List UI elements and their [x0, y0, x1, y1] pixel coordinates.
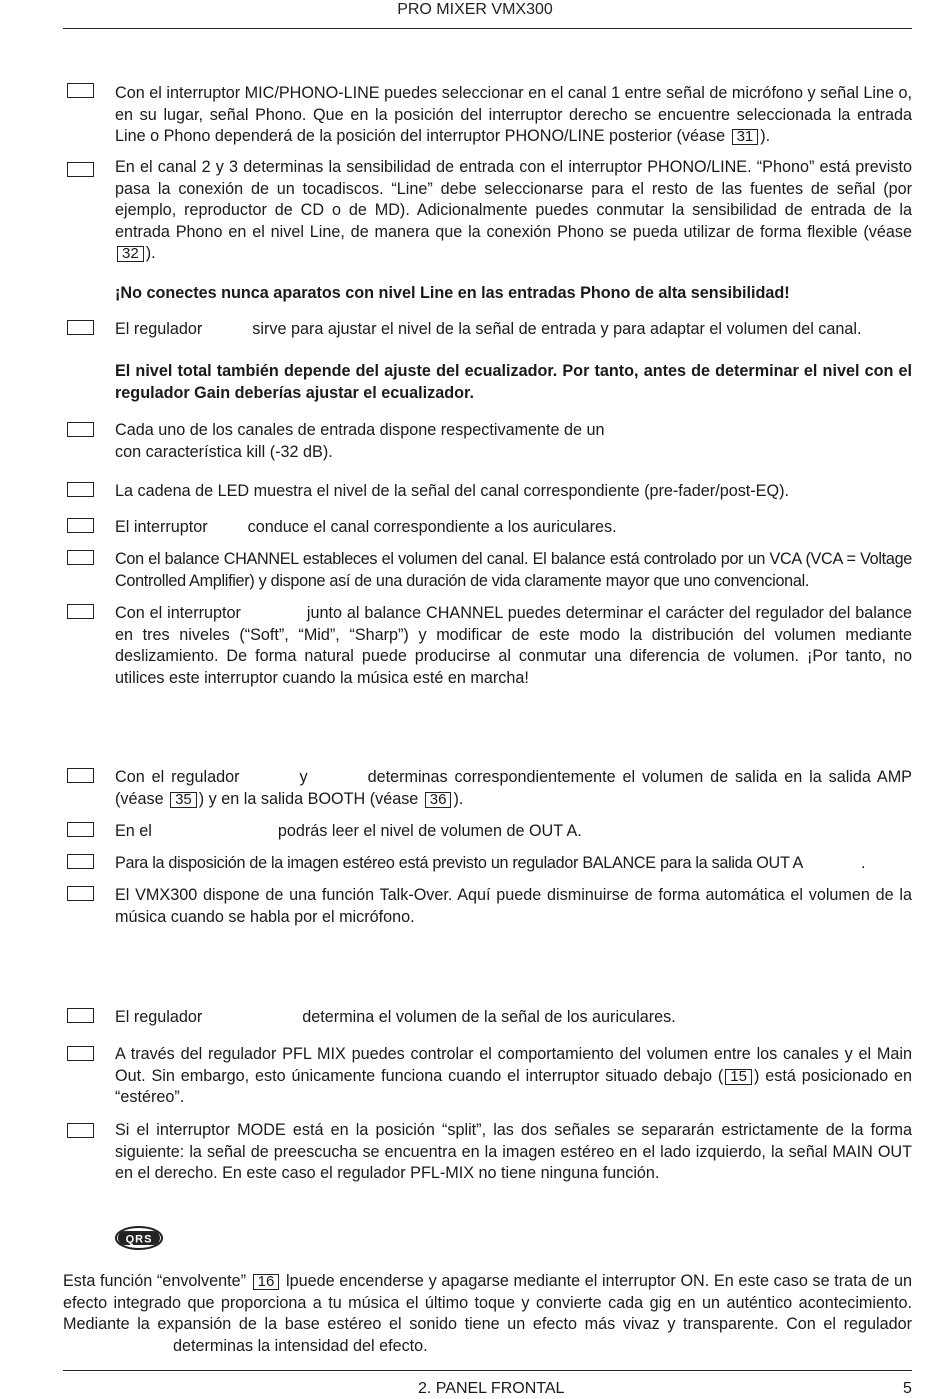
text: ) está posicionado en “estéreo”. — [115, 1066, 912, 1107]
text: A través del regulador PFL MIX puedes controlar el comportamiento del volumen entre los canales y el Main Out. Sin embargo, esto únicamente funciona cuando el interruptor situado debajo ( — [115, 1045, 912, 1085]
callout-box — [67, 83, 94, 98]
text: ) y en la salida BOOTH (véase — [198, 789, 419, 808]
reference-number: 36 — [425, 792, 452, 808]
footer-rule — [63, 1370, 912, 1371]
text: ). — [453, 789, 464, 808]
header-rule — [63, 28, 912, 29]
callout-box — [67, 482, 94, 497]
callout-box — [67, 550, 94, 565]
reference-number: 32 — [117, 246, 144, 262]
text: junto al balance CHANNEL puedes determinar el carácter del regulador del balance en tres niveles (“Soft”, “Mid”, “Sharp”) y modificar de este modo la distribución del volumen mediante deslizamiento. De forma natural puede producirse al conmutar una diferencia de volumen. ¡Por tanto, no utilices este interruptor cuando la música esté en marcha! — [115, 604, 912, 687]
text: con característica kill (-32 dB). — [115, 442, 333, 461]
text: ). — [145, 244, 156, 263]
callout-box — [67, 604, 94, 619]
callout-box — [67, 822, 94, 837]
paragraph: Con el balance CHANNEL estableces el volumen del canal. El balance está controlado por un VCA (VCA = Voltage Controlled Amplifier) y dispone así de una duración de vida claramente mayor que uno convencional. — [115, 550, 912, 590]
text: En el — [115, 822, 152, 840]
text: determina el volumen de la señal de los auriculares. — [302, 1008, 676, 1026]
text: podrás leer el nivel de volumen de OUT A. — [277, 822, 582, 840]
page-header: PRO MIXER VMX300 — [397, 1, 553, 18]
paragraph — [115, 821, 912, 843]
text: . — [861, 854, 866, 872]
paragraph — [115, 420, 912, 463]
callout-box — [67, 422, 94, 437]
paragraph — [115, 83, 912, 148]
callout-box — [67, 886, 94, 901]
text: Para la disposición de la imagen estéreo está previsto un regulador BALANCE para la salida OUT A — [115, 854, 804, 872]
paragraph — [115, 1007, 912, 1029]
text: sirve para ajustar el nivel de la señal de entrada y para adaptar el volumen del canal. — [252, 320, 862, 338]
paragraph — [115, 853, 912, 875]
text: El regulador — [115, 320, 203, 338]
text: conduce el canal correspondiente a los auriculares. — [247, 518, 617, 536]
text: y — [299, 768, 308, 786]
paragraph: Si el interruptor MODE está en la posición “split”, las dos señales se separarán estrictamente de la forma siguiente: la señal de preescucha se encuentra en la imagen estéreo en el lado izquierdo, la señal MAIN OUT en el derecho. En este caso el regulador PFL-MIX no tiene ninguna función. — [115, 1121, 912, 1183]
footer-section: 2. PANEL FRONTAL — [418, 1380, 565, 1397]
paragraph — [115, 603, 912, 689]
callout-box — [67, 1123, 94, 1138]
page-number: 5 — [903, 1380, 912, 1397]
callout-box — [67, 320, 94, 335]
text: Cada uno de los canales de entrada dispone respectivamente de un — [115, 421, 605, 439]
paragraph — [115, 767, 912, 810]
warning-text: El nivel total también depende del ajuste del ecualizador. Por tanto, antes de determinar el nivel con el regulador Gain deberías ajustar el ecualizador. — [115, 362, 912, 402]
reference-number: 35 — [170, 792, 197, 808]
callout-box — [67, 1008, 94, 1023]
logo-text: QRS — [125, 1233, 153, 1246]
text: Con el interruptor MIC/PHONO-LINE puedes seleccionar en el canal 1 entre señal de micrófono y señal Line o, en su lugar, señal Phono. Que en la posición del interruptor derecho se encuentre seleccionada la entrada Line o Phono dependerá de la posición del interruptor PHONO/LINE posterior (véase — [115, 84, 912, 146]
paragraph — [115, 157, 912, 265]
qrs-logo-icon — [114, 1225, 164, 1251]
text: determinas correspondientemente el volumen de salida en la salida AMP (véase — [115, 768, 912, 808]
text: ). — [760, 127, 771, 146]
text: En el canal 2 y 3 determinas la sensibilidad de entrada con el interruptor PHONO/LINE. “Phono” está previsto pasa la conexión de un tocadiscos. “Line” debe seleccionarse para el resto de las fuentes de señal (por ejemplo, reproductor de CD o de MD). Adicionalmente puedes conmutar la sensibilidad de entrada de la entrada Phono en el nivel Line, de manera que la conexión Phono se pueda utilizar de forma flexible (véase — [115, 158, 912, 241]
text: determinas la intensidad del efecto. — [173, 1336, 428, 1355]
text: El regulador — [115, 1008, 203, 1026]
reference-number: 15 — [725, 1069, 752, 1085]
reference-number: 31 — [732, 129, 759, 145]
paragraph — [115, 1044, 912, 1109]
warning-text: ¡No conectes nunca aparatos con nivel Line en las entradas Phono de alta sensibilidad! — [115, 284, 790, 302]
paragraph: El VMX300 dispone de una función Talk-Over. Aquí puede disminuirse de forma automática el volumen de la música cuando se habla por el micrófono. — [115, 886, 912, 926]
text: Con el regulador — [115, 768, 240, 786]
callout-box — [67, 162, 94, 177]
reference-number: 16 — [253, 1274, 280, 1290]
callout-box — [67, 518, 94, 533]
paragraph — [63, 1271, 912, 1357]
text: Esta función “envolvente” — [63, 1272, 246, 1290]
callout-box — [67, 854, 94, 869]
text: El interruptor — [115, 518, 208, 536]
callout-box — [67, 768, 94, 783]
text: lpuede encenderse y apagarse mediante el interruptor ON. En este caso se trata de un efecto integrado que proporciona a tu música el último toque y convierte cada gig en un auténtico acontecimiento. Mediante la expansión de la base estéreo el sonido tiene un efecto más vivaz y transparente. Con el regulador — [63, 1272, 912, 1334]
paragraph — [115, 517, 912, 539]
paragraph — [115, 319, 912, 341]
text: Con el interruptor — [115, 604, 241, 622]
callout-box — [67, 1046, 94, 1061]
paragraph: La cadena de LED muestra el nivel de la señal del canal correspondiente (pre-fader/post-EQ). — [115, 482, 789, 500]
